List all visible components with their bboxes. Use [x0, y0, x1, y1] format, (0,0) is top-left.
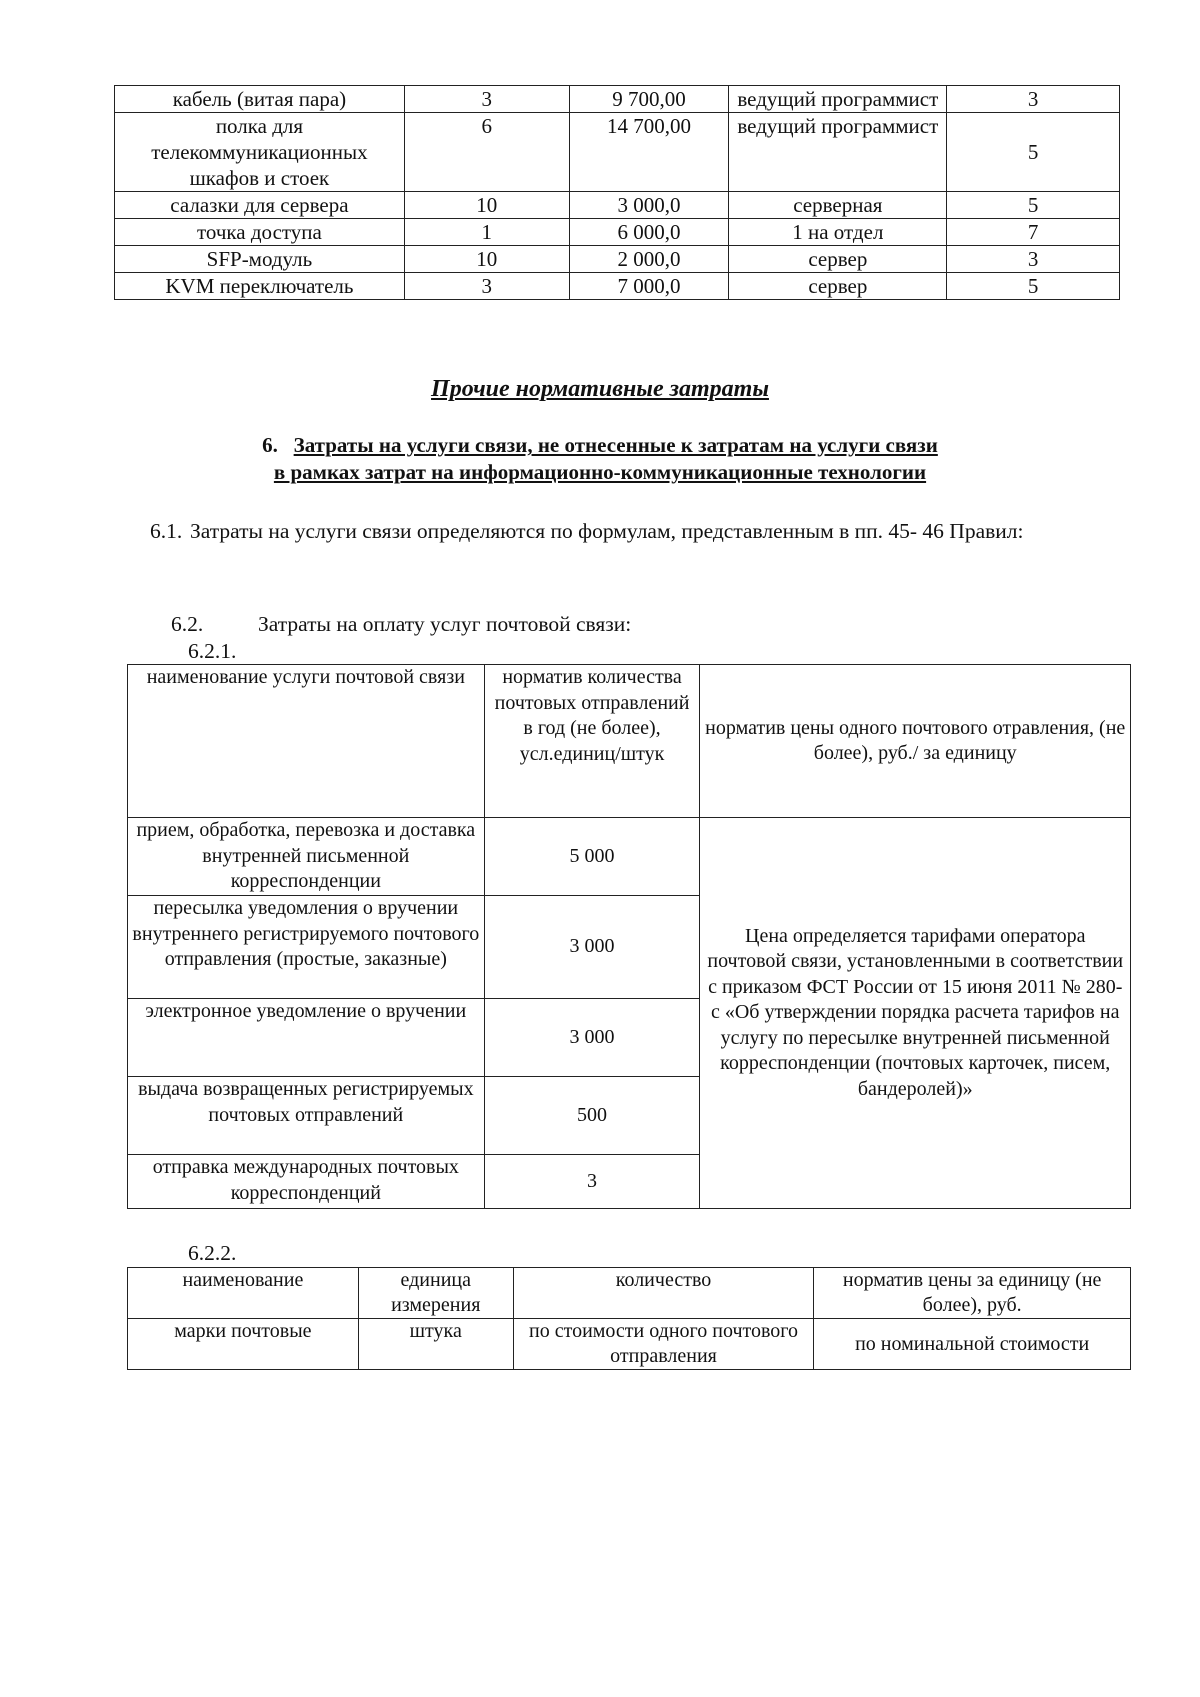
stamp-name: марки почтовые — [128, 1319, 359, 1370]
section-title: Прочие нормативные затраты — [431, 376, 769, 402]
heading-6-line1 — [0, 432, 1200, 459]
price-note: Цена определяется тарифами оператора почтовой связи, установленными в соответствии с приказом ФСТ России от 15 июня 2011 № 280-с «Об утверждении порядка расчета тарифов на услугу по пересылке внутренней письменной корреспонденции (почтовых карточек, писем, бандеролей)» — [700, 818, 1131, 1209]
table-header-row — [128, 665, 1131, 818]
equipment-name: полка для телекоммуникационных шкафов и стоек — [115, 113, 405, 192]
table-row — [115, 86, 1120, 113]
paragraph-6-1 — [150, 518, 1122, 545]
equipment-qty: 10 — [404, 192, 569, 219]
equipment-place: серверная — [729, 192, 947, 219]
equipment-place: 1 на отдел — [729, 219, 947, 246]
equipment-years: 3 — [947, 86, 1120, 113]
header-price: норматив цены одного почтового отравления, (не более), руб./ за единицу — [700, 665, 1131, 818]
postal-service-quantity: 5 000 — [484, 818, 700, 896]
equipment-years: 5 — [947, 273, 1120, 300]
equipment-qty: 3 — [404, 273, 569, 300]
equipment-years: 5 — [947, 192, 1120, 219]
table-row — [128, 818, 1131, 896]
postal-service-name: электронное уведомление о вручении — [128, 999, 485, 1077]
postal-service-quantity: 3 000 — [484, 896, 700, 999]
postal-service-quantity: 500 — [484, 1077, 700, 1155]
stamp-quantity: по стоимости одного почтового отправления — [513, 1319, 814, 1370]
item-6-2-title: Затраты на оплату услуг почтовой связи: — [258, 612, 632, 636]
table-header-row — [128, 1268, 1131, 1319]
equipment-qty: 6 — [404, 113, 569, 192]
item-6-2-number: 6.2. — [171, 612, 204, 636]
table-row — [115, 113, 1120, 192]
equipment-years: 3 — [947, 246, 1120, 273]
equipment-place: сервер — [729, 273, 947, 300]
item-6-2-1-number: 6.2.1. — [188, 639, 237, 663]
equipment-name: кабель (витая пара) — [115, 86, 405, 113]
header-unit: единица измерения — [358, 1268, 513, 1319]
table-row — [128, 1319, 1131, 1370]
postal-service-name: прием, обработка, перевозка и доставка внутренней письменной корреспонденции — [128, 818, 485, 896]
equipment-years: 5 — [947, 113, 1120, 192]
header-price: норматив цены за единицу (не более), руб. — [814, 1268, 1131, 1319]
equipment-name: салазки для сервера — [115, 192, 405, 219]
header-service: наименование услуги почтовой связи — [128, 665, 485, 818]
equipment-table — [114, 85, 1120, 300]
table-row — [115, 273, 1120, 300]
header-quantity: норматив количества почтовых отправлений в год (не более), усл.единиц/штук — [484, 665, 700, 818]
paragraph-6-1-number: 6.1. — [150, 519, 183, 543]
heading-6-text-line1: Затраты на услуги связи, не отнесенные к затратам на услуги связи — [293, 433, 938, 457]
equipment-place: ведущий программист — [729, 86, 947, 113]
table-row — [115, 192, 1120, 219]
equipment-price: 6 000,0 — [569, 219, 729, 246]
postal-service-name: пересылка уведомления о вручении внутреннего регистрируемого почтового отправления (простые, заказные) — [128, 896, 485, 999]
equipment-price: 2 000,0 — [569, 246, 729, 273]
equipment-years: 7 — [947, 219, 1120, 246]
equipment-price: 9 700,00 — [569, 86, 729, 113]
equipment-name: точка доступа — [115, 219, 405, 246]
equipment-price: 7 000,0 — [569, 273, 729, 300]
heading-6-number: 6. — [262, 433, 278, 457]
equipment-name: SFP-модуль — [115, 246, 405, 273]
equipment-price: 3 000,0 — [569, 192, 729, 219]
equipment-qty: 1 — [404, 219, 569, 246]
equipment-name: KVM переключатель — [115, 273, 405, 300]
equipment-place: ведущий программист — [729, 113, 947, 192]
heading-6 — [0, 432, 1200, 486]
postal-service-quantity: 3 — [484, 1155, 700, 1209]
stamps-table — [127, 1267, 1131, 1370]
postal-services-table — [127, 664, 1131, 1209]
stamp-price: по номинальной стоимости — [814, 1319, 1131, 1370]
equipment-place: сервер — [729, 246, 947, 273]
item-6-2-2-number: 6.2.2. — [188, 1241, 237, 1265]
header-quantity: количество — [513, 1268, 814, 1319]
table-row — [115, 219, 1120, 246]
paragraph-6-1-text: Затраты на услуги связи определяются по формулам, представленным в пп. 45- 46 Правил: — [190, 519, 1024, 543]
postal-service-name: выдача возвращенных регистрируемых почтовых отправлений — [128, 1077, 485, 1155]
table-row — [115, 246, 1120, 273]
equipment-qty: 10 — [404, 246, 569, 273]
equipment-qty: 3 — [404, 86, 569, 113]
heading-6-text-line2: в рамках затрат на информационно-коммуникационные технологии — [273, 460, 927, 484]
postal-service-quantity: 3 000 — [484, 999, 700, 1077]
header-name: наименование — [128, 1268, 359, 1319]
stamp-unit: штука — [358, 1319, 513, 1370]
equipment-price: 14 700,00 — [569, 113, 729, 192]
postal-service-name: отправка международных почтовых корреспонденций — [128, 1155, 485, 1209]
